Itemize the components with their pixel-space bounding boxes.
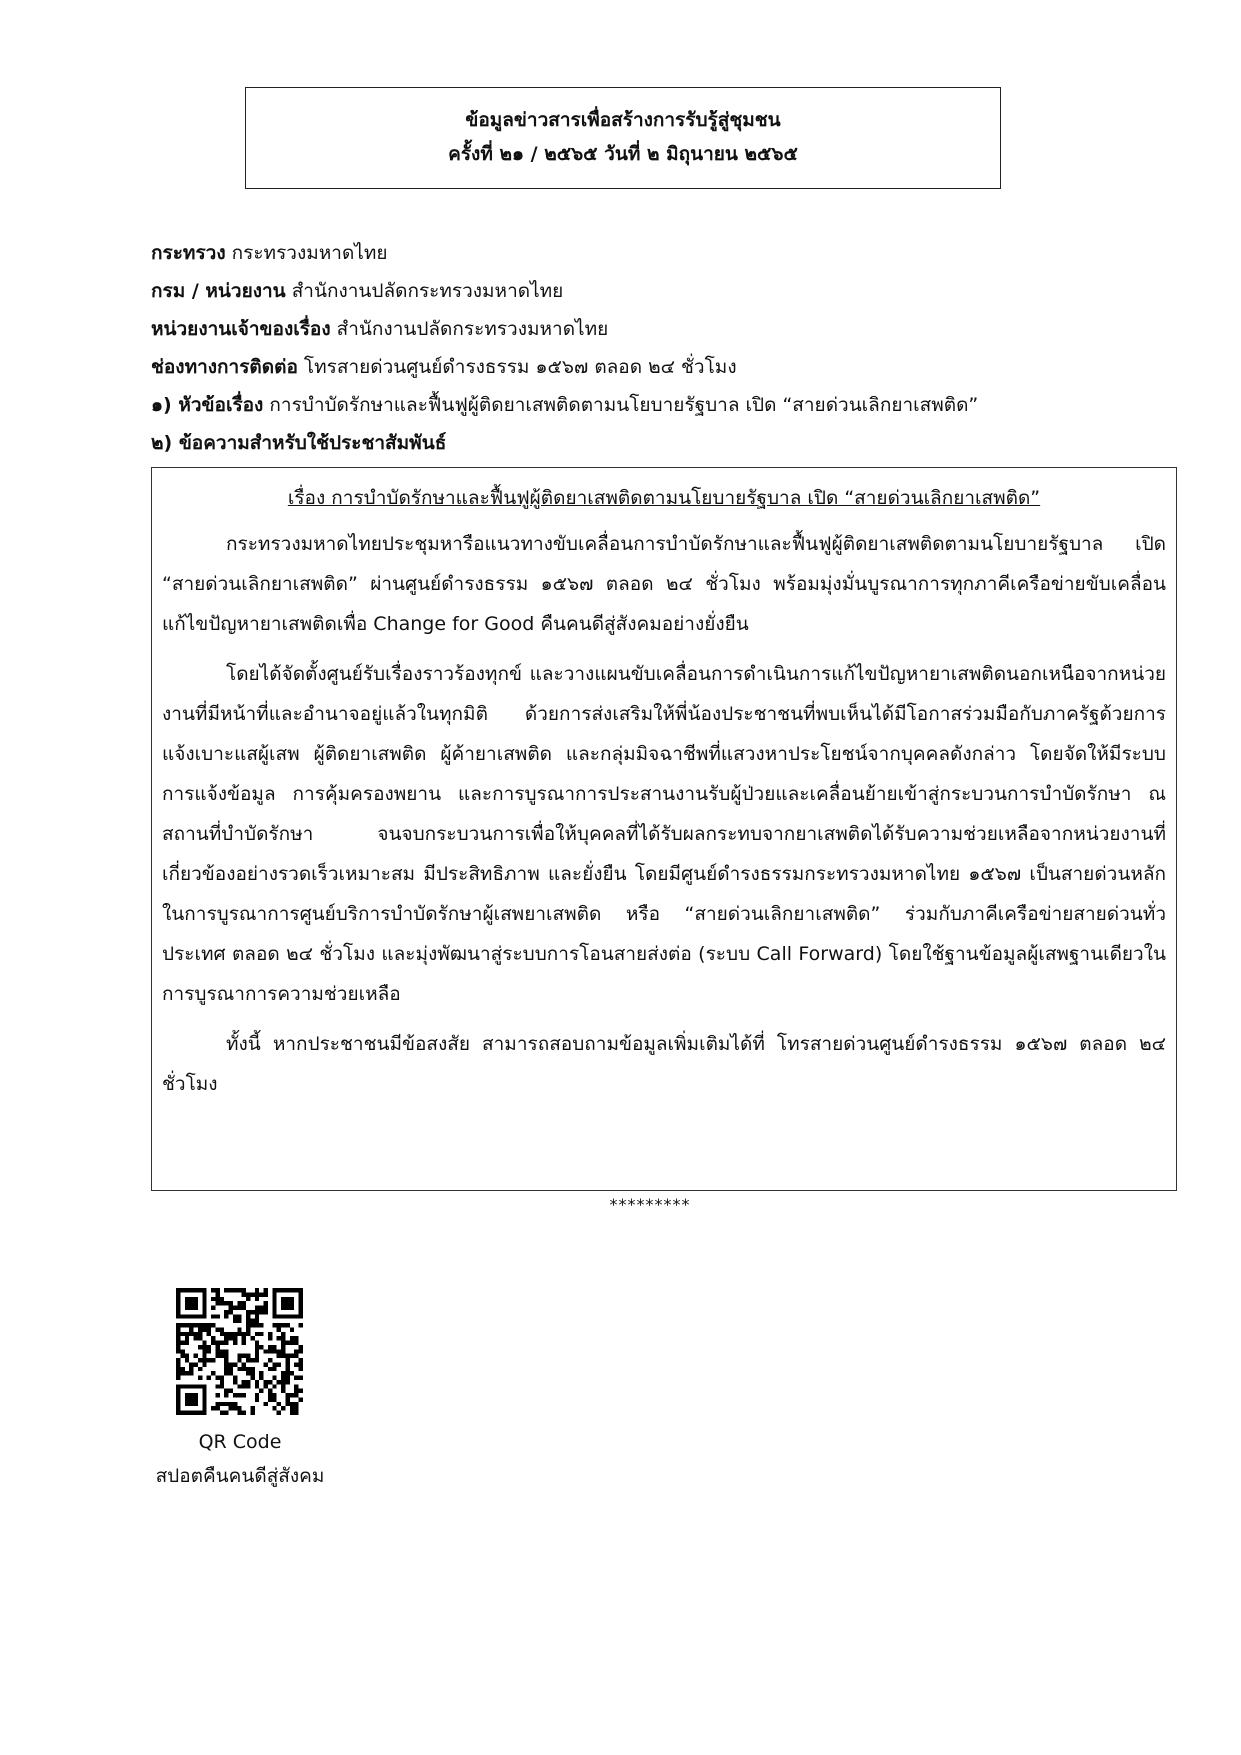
ministry-row xyxy=(151,234,1131,272)
qr-caption-subtitle: สปอตคืนคนดีสู่สังคม xyxy=(155,1465,325,1487)
message-paragraph: โดยได้จัดตั้งศูนย์รับเรื่องราวร้องทุกข์ และวางแผนขับเคลื่อนการดำเนินการแก้ไขปัญหายาเสพติดนอกเหนือจากหน่วยงานที่มีหน้าที่และอำนาจอยู่แล้วในทุกมิติ ด้วยการส่งเสริมให้พี่น้องประชาชนที่พบเห็นได้มีโอกาสร่วมมือกับภาครัฐด้วยการแจ้งเบาะแสผู้เสพ ผู้ติดยาเสพติด ผู้ค้ายาเสพติด และกลุ่มมิจฉาชีพที่แสวงหาประโยชน์จากบุคคลดังกล่าว โดยจัดให้มีระบบการแจ้งข้อมูล การคุ้มครองพยาน และการบูรณาการประสานงานรับผู้ป่วยและเคลื่อนย้ายเข้าสู่กระบวนการบำบัดรักษา ณ สถานที่บำบัดรักษา จนจบกระบวนการเพื่อให้บุคคลที่ได้รับผลกระทบจากยาเสพติดได้รับความช่วยเหลือจากหน่วยงานที่เกี่ยวข้องอย่างรวดเร็วเหมาะสม มีประสิทธิภาพ และยั่งยืน โดยมีศูนย์ดำรงธรรมกระทรวงมหาดไทย ๑๕๖๗ เป็นสายด่วนหลักในการบูรณาการศูนย์บริการบำบัดรักษาผู้เสพยาเสพติด หรือ “สายด่วนเลิกยาเสพติด” ร่วมกับภาคีเครือข่ายสายด่วนทั่วประเทศ ตลอด ๒๔ ชั่วโมง และมุ่งพัฒนาสู่ระบบการโอนสายส่งต่อ (ระบบ Call Forward) โดยใช้ฐานข้อมูลผู้เสพฐานเดียวในการบูรณาการความช่วยเหลือ xyxy=(162,663,1166,1005)
owner-value: สำนักงานปลัดกระทรวงมหาดไทย xyxy=(336,318,609,340)
contact-row xyxy=(151,348,1131,386)
owner-label: หน่วยงานเจ้าของเรื่อง xyxy=(151,318,331,340)
contact-value: โทรสายด่วนศูนย์ดำรงธรรม ๑๕๖๗ ตลอด ๒๔ ชั่วโมง xyxy=(303,356,737,378)
message-paragraph: ทั้งนี้ หากประชาชนมีข้อสงสัย สามารถสอบถามข้อมูลเพิ่มเติมได้ที่ โทรสายด่วนศูนย์ดำรงธรรม ๑๕๖๗ ตลอด ๒๔ ชั่วโมง xyxy=(162,1033,1166,1095)
qr-code-image[interactable] xyxy=(176,1288,303,1415)
topic-label: ๑) หัวข้อเรื่อง xyxy=(151,394,264,416)
department-value: สำนักงานปลัดกระทรวงมหาดไทย xyxy=(291,280,564,302)
department-label: กรม / หน่วยงาน xyxy=(151,280,286,302)
pr-message-box xyxy=(151,467,1177,1191)
topic-value: การบำบัดรักษาและฟื้นฟูผู้ติดยาเสพติดตามนโยบายรัฐบาล เปิด “สายด่วนเลิกยาเสพติด” xyxy=(269,394,979,416)
header-issue-date: ครั้งที่ ๒๑ / ๒๕๖๕ วันที่ ๒ มิถุนายน ๒๕๖๕ xyxy=(448,143,798,165)
ministry-value: กระทรวงมหาดไทย xyxy=(231,242,388,264)
qr-caption xyxy=(125,1425,355,1493)
department-row xyxy=(151,272,1131,310)
contact-label: ช่องทางการติดต่อ xyxy=(151,356,298,378)
message-paragraph: กระทรวงมหาดไทยประชุมหารือแนวทางขับเคลื่อนการบำบัดรักษาและฟื้นฟูผู้ติดยาเสพติดตามนโยบายรัฐบาล เปิด “สายด่วนเลิกยาเสพติด” ผ่านศูนย์ดำรงธรรม ๑๕๖๗ ตลอด ๒๔ ชั่วโมง พร้อมมุ่งมั่นบูรณาการทุกภาคีเครือข่ายขับเคลื่อนแก้ไขปัญหายาเสพติดเพื่อ Change for Good คืนคนดีสู่สังคมอย่างยั่งยืน xyxy=(162,533,1166,635)
message-label: ๒) ข้อความสำหรับใช้ประชาสัมพันธ์ xyxy=(151,432,447,454)
document-header-box xyxy=(245,87,1001,189)
topic-row xyxy=(151,386,1131,424)
qr-caption-title: QR Code xyxy=(198,1431,282,1453)
document-metadata xyxy=(151,234,1131,462)
ministry-label: กระทรวง xyxy=(151,242,226,264)
header-title: ข้อมูลข่าวสารเพื่อสร้างการรับรู้สู่ชุมชน xyxy=(465,109,781,131)
message-subject: เรื่อง การบำบัดรักษาและฟื้นฟูผู้ติดยาเสพติดตามนโยบายรัฐบาล เปิด “สายด่วนเลิกยาเสพติด” xyxy=(287,487,1041,509)
owner-row xyxy=(151,310,1131,348)
message-row xyxy=(151,424,1131,462)
separator-stars: ********* xyxy=(609,1195,691,1214)
